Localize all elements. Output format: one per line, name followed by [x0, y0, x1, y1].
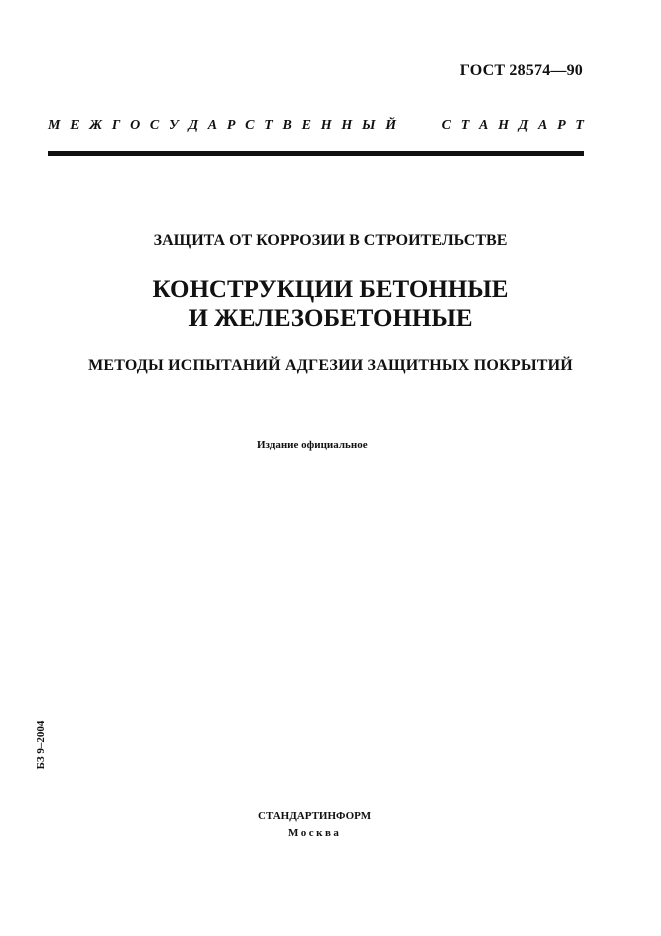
standard-letter: Н	[498, 118, 509, 133]
interstate-letter: Д	[188, 118, 199, 133]
interstate-letter: Г	[111, 118, 121, 133]
publisher-name: СТАНДАРТИНФОРМ	[258, 810, 372, 822]
interstate-letter: О	[130, 118, 141, 133]
interstate-letter: Й	[385, 118, 397, 133]
interstate-letter: У	[169, 118, 179, 133]
word-gap	[406, 118, 432, 134]
interstate-letter: Р	[226, 118, 236, 133]
standard-letter: С	[441, 118, 451, 133]
main-title-line-2: И ЖЕЛЕЗОБЕТОННЫЕ	[188, 305, 473, 332]
interstate-letter: С	[245, 118, 255, 133]
interstate-letter: Ж	[89, 118, 103, 133]
interstate-letter: Н	[341, 118, 353, 133]
standard-letter: Д	[518, 118, 529, 133]
standard-letter: Р	[557, 118, 566, 133]
publisher-city: Москва	[288, 827, 342, 839]
main-title	[0, 275, 661, 333]
standard-letter: А	[538, 118, 548, 133]
interstate-letter: М	[48, 118, 61, 133]
standard-type-header	[48, 118, 584, 134]
interstate-letter: Е	[301, 118, 311, 133]
subtitle: МЕТОДЫ ИСПЫТАНИЙ АДГЕЗИИ ЗАЩИТНЫХ ПОКРЫТИЙ	[88, 357, 573, 374]
interstate-letter: А	[207, 118, 218, 133]
standard-letter: Т	[460, 118, 470, 133]
header-rule	[48, 151, 584, 156]
main-title-line-1: КОНСТРУКЦИИ БЕТОННЫЕ	[152, 276, 509, 303]
interstate-letter: Н	[320, 118, 332, 133]
interstate-letter: Ы	[361, 118, 376, 133]
interstate-letter: Е	[70, 118, 80, 133]
edition-label: Издание официальное	[257, 439, 368, 451]
standard-letter: А	[479, 118, 489, 133]
standard-letter: Т	[575, 118, 584, 133]
interstate-letter: В	[282, 118, 292, 133]
interstate-letter: Т	[264, 118, 273, 133]
interstate-letter: С	[149, 118, 160, 133]
side-catalog-code: БЗ 9–2004	[35, 720, 47, 770]
series-title: ЗАЩИТА ОТ КОРРОЗИИ В СТРОИТЕЛЬСТВЕ	[153, 232, 508, 249]
document-code: ГОСТ 28574—90	[459, 62, 583, 79]
